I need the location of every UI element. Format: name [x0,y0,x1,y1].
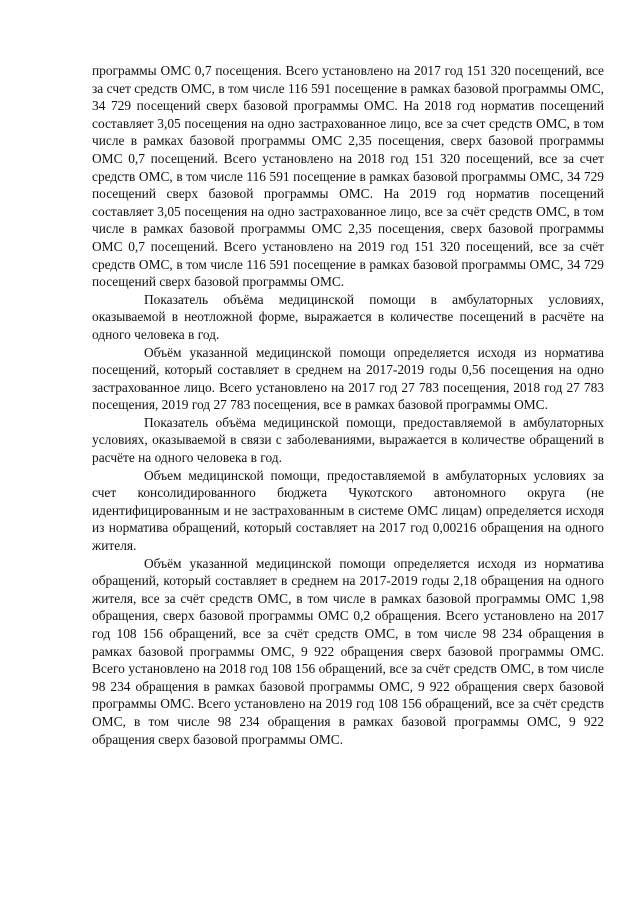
paragraph-appeals-volume: Объём указанной медицинской помощи определяется исходя из норматива обращений, который составляет в среднем на 2017-2019 годы 2,18 обращения на одного жителя, все за счёт средств ОМС, в том числе в рамках базовой программы ОМС 1,98 обращения, сверх базовой программы ОМС 0,2 обращения. Всего установлено на 2017 год 108 156 обращений, все за счёт средств ОМС, в том числе 98 234 обращения в рамках базовой программы ОМС, 9 922 обращения сверх базовой программы ОМС. Всего установлено на 2018 год 108 156 обращений, все за счёт средств ОМС, в том числе 98 234 обращения в рамках базовой программы ОМС, 9 922 обращения сверх базовой программы ОМС. Всего установлено на 2019 год 108 156 обращений, все за счёт средств ОМС, в том числе 98 234 обращения в рамках базовой программы ОМС, 9 922 обращения сверх базовой программы ОМС. [92,555,604,747]
document-body [92,62,604,748]
paragraph-oms-visits-continuation: программы ОМС 0,7 посещения. Всего установлено на 2017 год 151 320 посещений, все за счет средств ОМС, в том числе 116 591 посещение в рамках базовой программы ОМС, 34 729 посещений сверх базовой программы ОМС. На 2018 год норматив посещений составляет 3,05 посещения на одно застрахованное лицо, все за счет средств ОМС, в том числе в рамках базовой программы ОМС 2,35 посещения, сверх базовой программы ОМС 0,7 посещений. Всего установлено на 2018 год 151 320 посещений, все за счет средств ОМС, в том числе 116 591 посещение в рамках базовой программы ОМС, 34 729 посещений сверх базовой программы ОМС. На 2019 год норматив посещений составляет 3,05 посещения на одно застрахованное лицо, все за счёт средств ОМС, в том числе в рамках базовой программы ОМС 2,35 посещения, сверх базовой программы ОМС 0,7 посещений. Всего установлено на 2019 год 151 320 посещений, все за счёт средств ОМС, в том числе 116 591 посещение в рамках базовой программы ОМС, 34 729 посещений сверх базовой программы ОМС. [92,63,604,290]
paragraph-regional-budget-volume: Объем медицинской помощи, предоставляемой в амбулаторных условиях за счет консолидированного бюджета Чукотского автономного округа (не идентифицированным и не застрахованным в системе ОМС лицам) определяется исходя из норматива обращений, который составляет на 2017 год 0,00216 обращения на одного жителя. [92,467,604,554]
paragraph-urgent-care-volume: Объём указанной медицинской помощи определяется исходя из норматива посещений, который составляет в среднем на 2017-2019 годы 0,56 посещения на одно застрахованное лицо. Всего установлено на 2017 год 27 783 посещения, 2018 год 27 783 посещения, 2019 год 27 783 посещения, все в рамках базовой программы ОМС. [92,344,604,413]
paragraph-urgent-care-indicator: Показатель объёма медицинской помощи в амбулаторных условиях, оказываемой в неотложной форме, выражается в количестве посещений в расчёте на одного человека в год. [92,291,604,342]
paragraph-disease-visits-indicator: Показатель объёма медицинской помощи, предоставляемой в амбулаторных условиях, оказываемой в связи с заболеваниями, выражается в количестве обращений в расчёте на одного человека в год. [92,414,604,466]
